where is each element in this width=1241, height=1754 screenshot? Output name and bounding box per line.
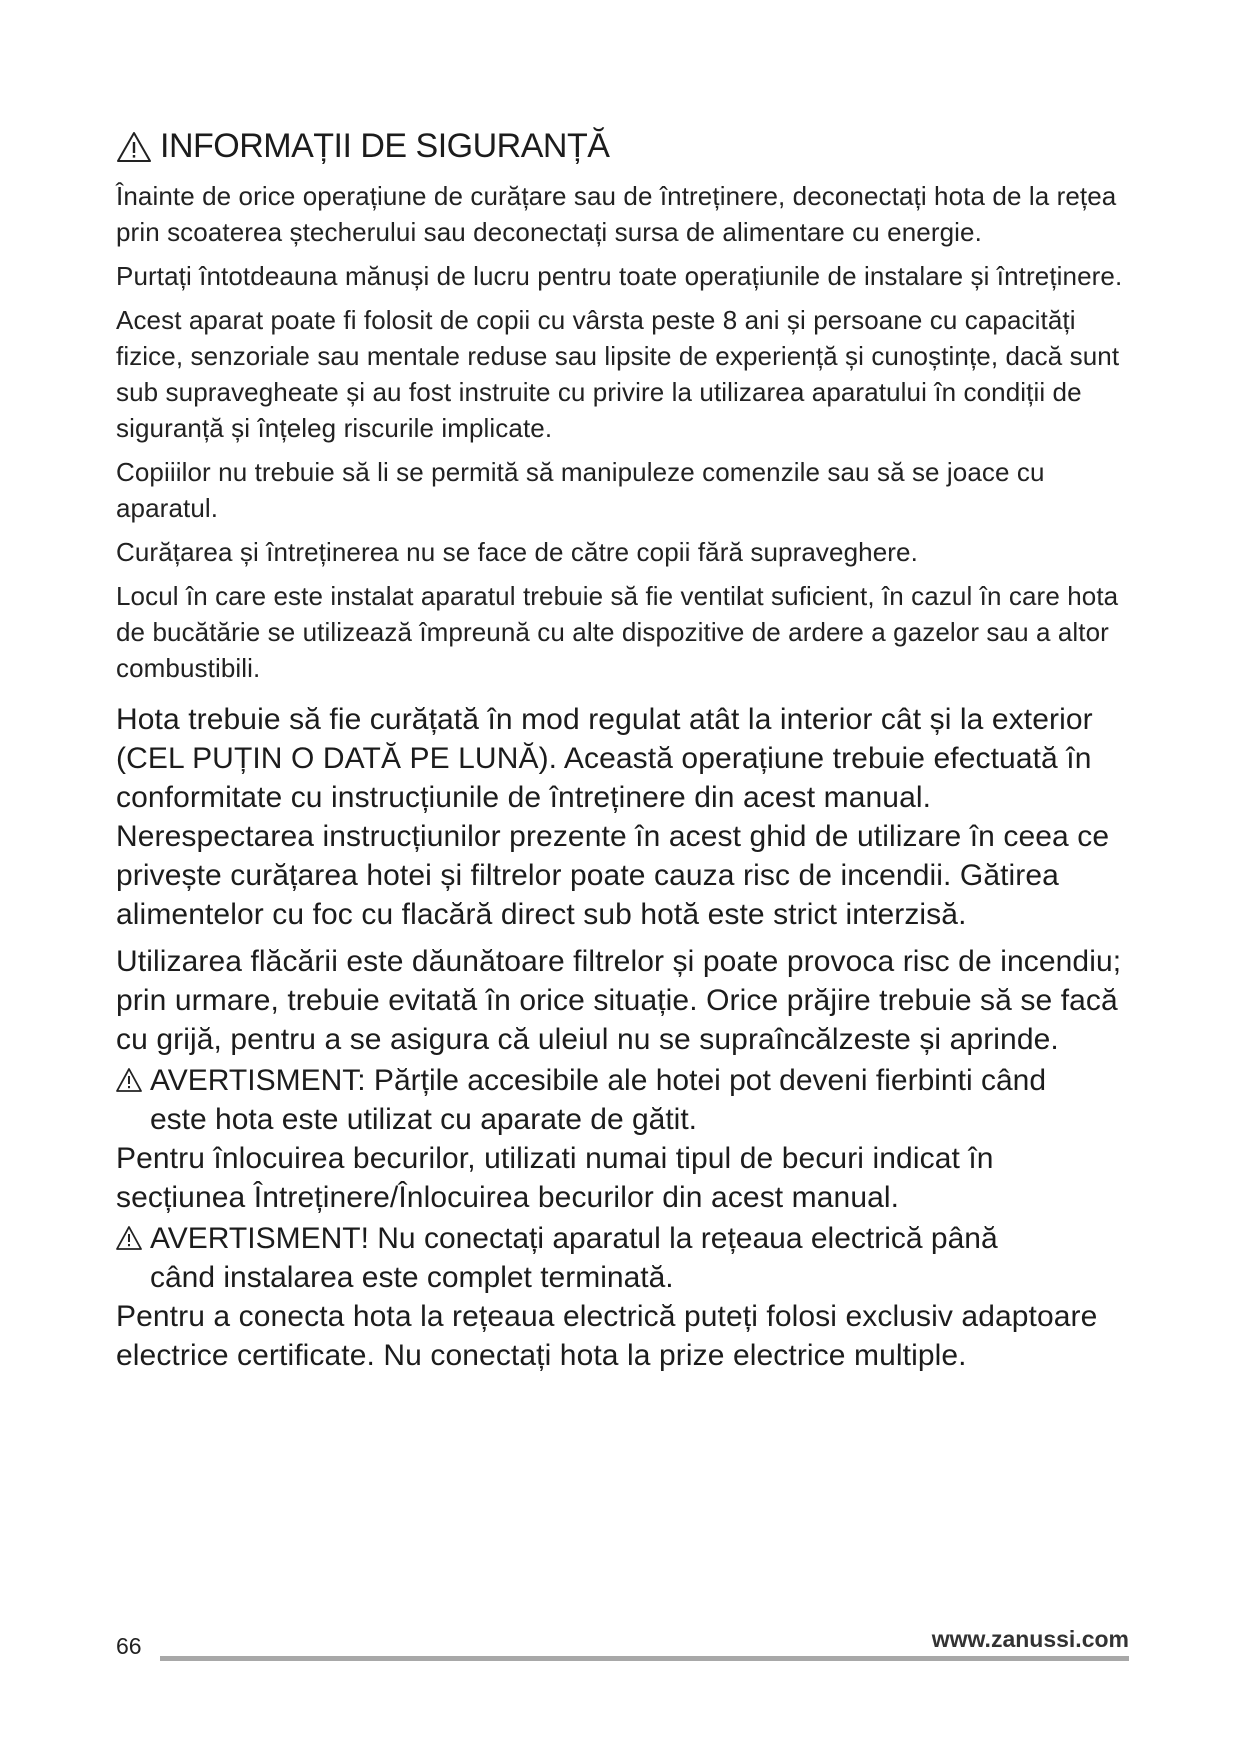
paragraph-children-play: Copiiilor nu trebuie să li se permită să manipuleze comenzile sau să se joace cu aparatul. [116,457,1045,523]
paragraph-ventilation: Locul în care este instalat aparatul trebuie să fie ventilat suficient, în cazul în care hota de bucătărie se utilizează împreună cu alte dispozitive de ardere a gazelor sau a altor combustibili. [116,581,1119,683]
warning-connect-line1: AVERTISMENT! Nu conectați aparatul la rețeaua electrică până [150,1222,998,1255]
warning-triangle-icon [116,1067,142,1093]
paragraph-flame: Utilizarea flăcării este dăunătoare filtrelor și poate provoca risc de incendiu; prin urmare, trebuie evitată în orice situație. Orice prăjire trebuie să se facă cu grijă, pentru a se asigura că uleiul nu se supraîncălzeste și aprinde. [116,945,1122,1056]
warning-connect [116,1219,1126,1297]
page-number: 66 [116,1633,142,1659]
paragraph-bulbs: Pentru înlocuirea becurilor, utilizati numai tipul de becuri indicat în secțiunea Întreținere/Înlocuirea becurilor din acest manual. [116,1142,994,1214]
footer-divider [160,1656,1129,1661]
website-link[interactable]: www.zanussi.com [931,1626,1129,1652]
section-title: INFORMAȚII DE SIGURANȚĂ [160,127,610,165]
section-heading [116,127,609,166]
paragraph-adapters: Pentru a conecta hota la rețeaua electrică puteți folosi exclusiv adaptoare electrice certificate. Nu conectați hota la prize electrice multiple. [116,1300,1098,1372]
paragraph-disconnect: Înainte de orice operațiune de curățare sau de întreținere, deconectați hota de la rețea prin scoaterea ștecherului sau deconectați sursa de alimentare cu energie. [116,181,1117,247]
warning-connect-line2: când instalarea este complet terminată. [150,1261,674,1294]
warning-hot-parts [116,1061,1126,1139]
paragraph-cleaning: Hota trebuie să fie curățată în mod regulat atât la interior cât și la exterior (CEL PUȚIN O DATĂ PE LUNĂ). Această operațiune trebuie efectuată în conformitate cu instrucțiunile de întreținere din acest manual. Nerespectarea instrucțiunilor prezente în acest ghid de utilizare în ceea ce privește curățarea hotei și filtrelor poate cauza risc de incendii. Gătirea alimentelor cu foc cu flacără direct sub hotă este strict interzisă. [116,703,1110,931]
paragraph-cleaning-children: Curățarea și întreținerea nu se face de către copii fără supraveghere. [116,537,918,567]
warning-triangle-icon [116,1225,142,1251]
warning-hot-parts-line2: este hota este utilizat cu aparate de gătit. [150,1103,698,1136]
paragraph-gloves: Purtați întotdeauna mănuși de lucru pentru toate operațiunile de instalare și întreținere. [116,261,1123,291]
warning-hot-parts-line1: AVERTISMENT: Părțile accesibile ale hotei pot deveni fierbinti când [150,1064,1047,1097]
safety-text [116,178,1126,1383]
paragraph-children-supervision: Acest aparat poate fi folosit de copii cu vârsta peste 8 ani și persoane cu capacități fizice, senzoriale sau mentale reduse sau lipsite de experiență și cunoștințe, dacă sunt sub supravegheate și au fost instruite cu privire la utilizarea aparatului în condiții de siguranță și înțeleg riscurile implicate. [116,305,1120,443]
warning-triangle-icon [116,131,152,163]
